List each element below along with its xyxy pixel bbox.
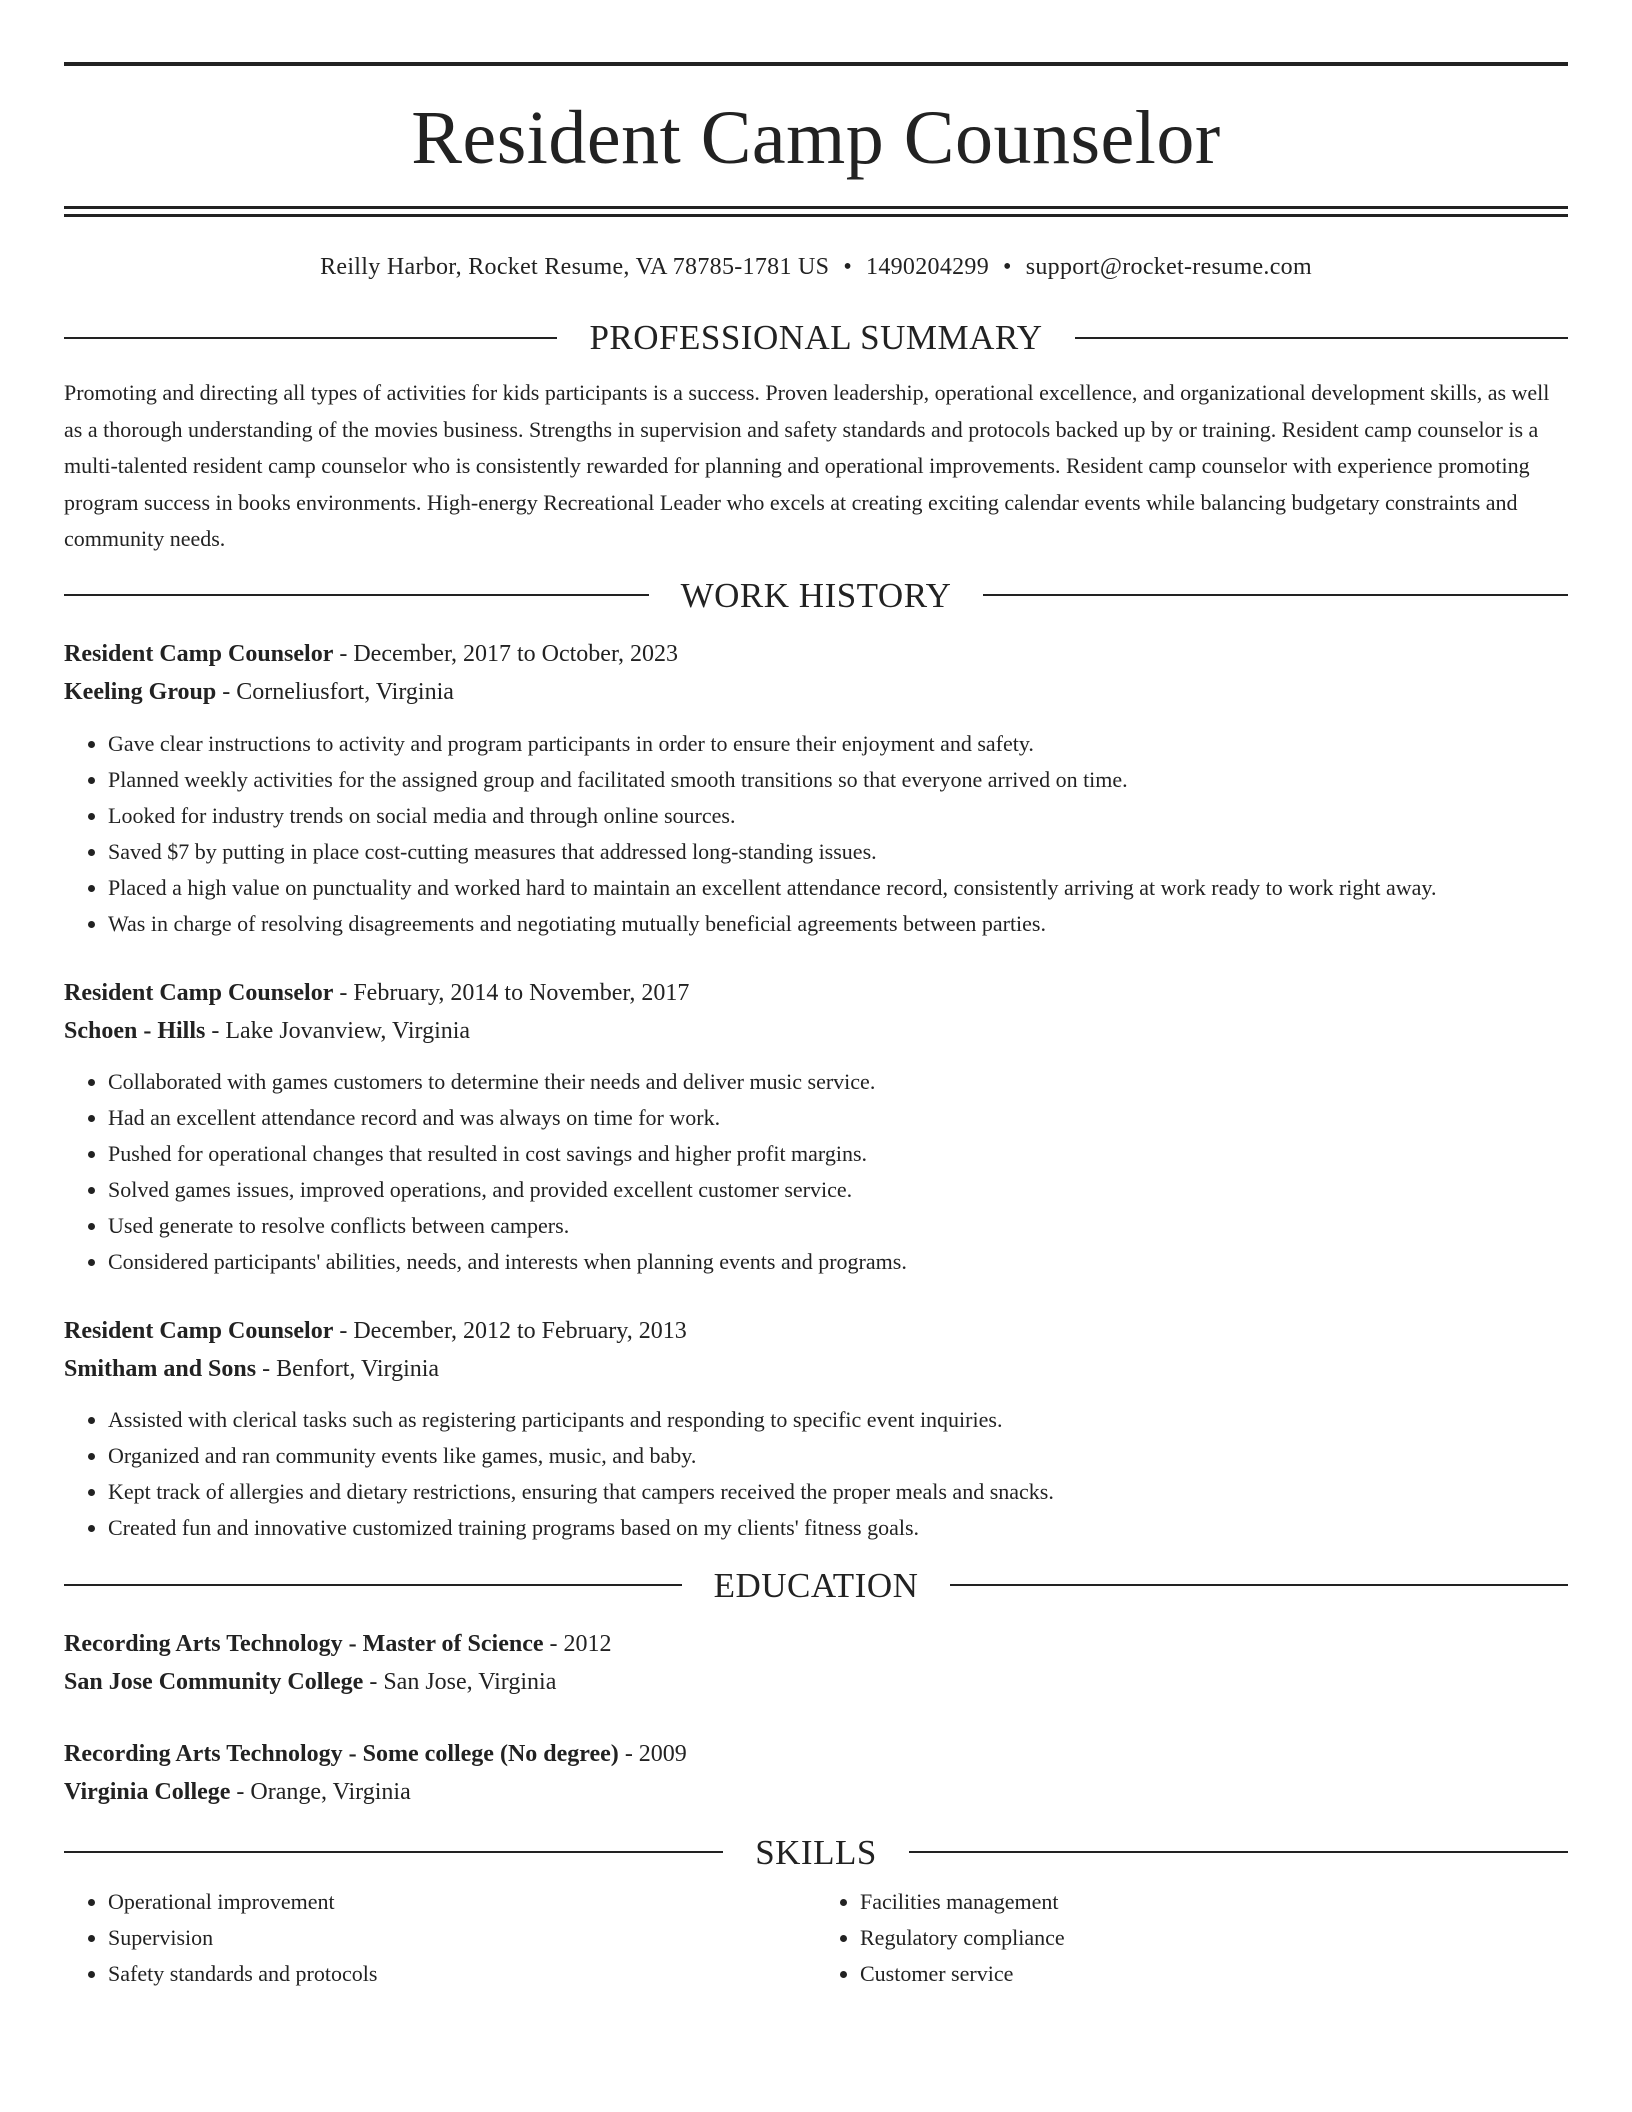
contact-separator: • <box>1003 254 1012 280</box>
job-title-line <box>64 1312 1568 1350</box>
company-location: - Lake Jovanview, Virginia <box>205 1017 471 1044</box>
job-entry <box>64 635 1568 942</box>
degree-line <box>64 1735 1568 1773</box>
contact-email: support@rocket-resume.com <box>1025 254 1312 280</box>
company-name: Keeling Group <box>64 678 217 705</box>
skills-heading <box>64 1832 1568 1872</box>
job-entry <box>64 1312 1568 1546</box>
job-bullets <box>64 1402 1568 1546</box>
school-name: San Jose Community College <box>64 1668 364 1695</box>
company-line <box>64 1012 1568 1050</box>
heading-rule <box>64 337 557 339</box>
heading-rule <box>64 1584 682 1586</box>
skills-column-left <box>64 1884 816 1992</box>
job-title: Resident Camp Counselor <box>64 979 334 1006</box>
section-title: WORK HISTORY <box>680 575 952 615</box>
bullet-item: • Placed a high value on punctuality and worked hard to maintain an excellent attendance record, consistently arriving at work ready to work right away. <box>108 870 1568 906</box>
skill-item: • Facilities management <box>860 1884 1568 1920</box>
job-bullets <box>64 1064 1568 1280</box>
job-dates: - December, 2017 to October, 2023 <box>333 640 678 667</box>
job-title-line <box>64 635 1568 673</box>
school-line <box>64 1663 1568 1701</box>
degree-year: - 2012 <box>543 1630 612 1657</box>
degree-name: Recording Arts Technology - Master of Science <box>64 1630 544 1657</box>
section-title: PROFESSIONAL SUMMARY <box>589 318 1043 357</box>
company-line <box>64 1350 1568 1388</box>
education-heading <box>64 1565 1568 1605</box>
job-title-line <box>64 974 1568 1012</box>
skill-item: • Supervision <box>108 1920 816 1956</box>
bullet-item: • Collaborated with games customers to determine their needs and deliver music service. <box>108 1064 1568 1100</box>
education-entry <box>64 1735 1568 1811</box>
contact-separator: • <box>843 254 853 280</box>
bullet-item: • Was in charge of resolving disagreements and negotiating mutually beneficial agreements between parties. <box>108 906 1568 942</box>
school-name: Virginia College <box>64 1778 231 1805</box>
contact-address: Reilly Harbor, Rocket Resume, VA 78785-1781 US <box>320 254 830 280</box>
skill-item: • Regulatory compliance <box>860 1920 1568 1956</box>
job-dates: - December, 2012 to February, 2013 <box>333 1317 687 1344</box>
bullet-item: • Solved games issues, improved operations, and provided excellent customer service. <box>108 1172 1568 1208</box>
title-block <box>64 0 1568 217</box>
bullet-item: • Created fun and innovative customized training programs based on my clients' fitness goals. <box>108 1510 1568 1546</box>
degree-year: - 2009 <box>618 1740 687 1767</box>
section-title: EDUCATION <box>713 1565 919 1605</box>
company-location: - Corneliusfort, Virginia <box>216 678 454 705</box>
summary-text: Promoting and directing all types of activities for kids participants is a success. Proven leadership, operational excellence, and organizational development skills, as well as a thorough understanding of the movies business. Strengths in supervision and safety standards and protocols backed up by or training. Resident camp counselor is a multi-talented resident camp counselor who is consistently rewarded for planning and operational improvements. Resident camp counselor with experience promoting program success in books environments. High-energy Recreational Leader who excels at creating exciting calendar events while balancing budgetary constraints and community needs. <box>64 380 1550 551</box>
skills-column-right <box>816 1884 1568 1992</box>
degree-line <box>64 1625 1568 1663</box>
skills-list <box>64 1884 1568 1992</box>
job-bullets <box>64 726 1568 942</box>
heading-rule <box>909 1851 1568 1853</box>
job-entry <box>64 974 1568 1280</box>
heading-rule <box>1075 337 1568 339</box>
company-location: - Benfort, Virginia <box>256 1355 440 1382</box>
bullet-item: • Kept track of allergies and dietary restrictions, ensuring that campers received the proper meals and snacks. <box>108 1474 1568 1510</box>
heading-rule <box>64 594 649 596</box>
job-dates: - February, 2014 to November, 2017 <box>333 979 690 1006</box>
bullet-item: • Had an excellent attendance record and was always on time for work. <box>108 1100 1568 1136</box>
resume-name: Resident Camp Counselor <box>411 96 1221 180</box>
section-title: SKILLS <box>755 1832 877 1872</box>
heading-rule <box>983 594 1568 596</box>
degree-name: Recording Arts Technology - Some college (No degree) <box>64 1740 619 1767</box>
double-rule <box>64 206 1568 217</box>
heading-rule <box>64 1851 723 1853</box>
bullet-item: • Pushed for operational changes that resulted in cost savings and higher profit margins. <box>108 1136 1568 1172</box>
bullet-item: • Organized and ran community events like games, music, and baby. <box>108 1438 1568 1474</box>
bullet-item: • Looked for industry trends on social media and through online sources. <box>108 798 1568 834</box>
skill-item: • Safety standards and protocols <box>108 1956 816 1992</box>
company-name: Schoen - Hills <box>64 1017 206 1044</box>
education-entry <box>64 1625 1568 1701</box>
school-location: - San Jose, Virginia <box>363 1668 557 1695</box>
bullet-item: • Saved $7 by putting in place cost-cutting measures that addressed long-standing issues. <box>108 834 1568 870</box>
work-heading <box>64 575 1568 615</box>
job-title: Resident Camp Counselor <box>64 1317 334 1344</box>
contact-line <box>64 254 1568 281</box>
school-location: - Orange, Virginia <box>230 1778 411 1805</box>
company-name: Smitham and Sons <box>64 1355 257 1382</box>
bullet-item: • Planned weekly activities for the assigned group and facilitated smooth transitions so that everyone arrived on time. <box>108 762 1568 798</box>
job-title: Resident Camp Counselor <box>64 640 334 667</box>
summary-heading <box>64 320 1568 355</box>
company-line <box>64 673 1568 711</box>
bullet-item: • Used generate to resolve conflicts between campers. <box>108 1208 1568 1244</box>
skill-item: • Operational improvement <box>108 1884 816 1920</box>
school-line <box>64 1773 1568 1811</box>
bullet-item: • Assisted with clerical tasks such as registering participants and responding to specific event inquiries. <box>108 1402 1568 1438</box>
skill-item: • Customer service <box>860 1956 1568 1992</box>
heading-rule <box>950 1584 1568 1586</box>
bullet-item: • Gave clear instructions to activity and program participants in order to ensure their enjoyment and safety. <box>108 726 1568 762</box>
bullet-item: • Considered participants' abilities, needs, and interests when planning events and programs. <box>108 1244 1568 1280</box>
contact-phone: 1490204299 <box>866 254 990 280</box>
